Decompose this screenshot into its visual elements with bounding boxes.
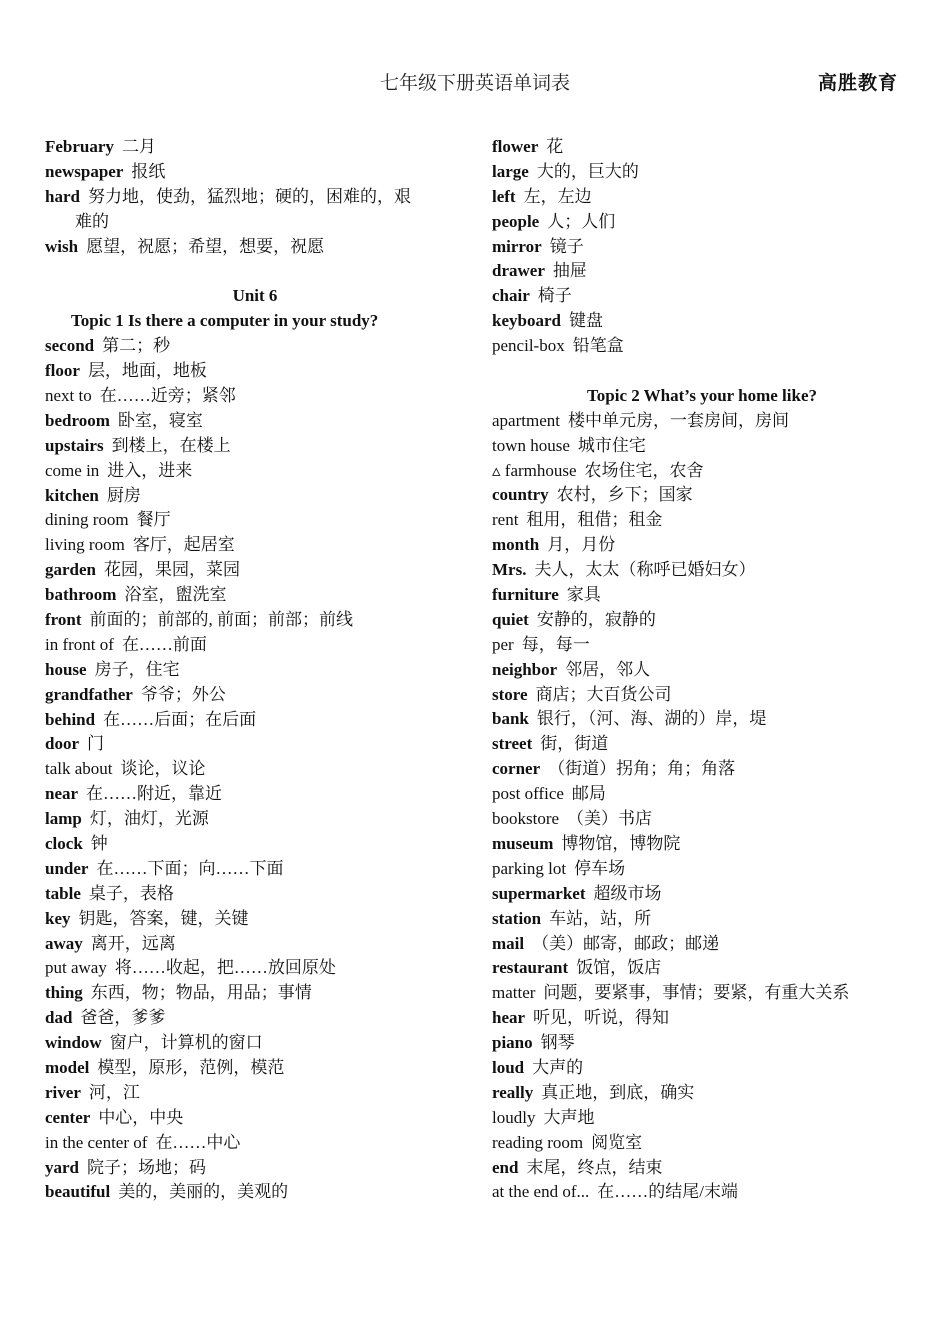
entry-word: month <box>492 535 540 555</box>
entry-meaning: 钥匙，答案，键，关键 <box>78 908 249 928</box>
vocab-entry <box>492 160 912 185</box>
vocab-entry <box>492 1180 912 1205</box>
entry-word: front <box>45 609 82 629</box>
entry-meaning: 月，月份 <box>547 535 616 555</box>
vocab-entry <box>45 1081 465 1106</box>
vocab-entry <box>45 533 465 558</box>
entry-word: floor <box>45 361 80 381</box>
vocab-entry <box>45 832 465 857</box>
vocab-entry <box>492 732 912 757</box>
entry-word: supermarket <box>492 883 586 903</box>
entry-meaning: 花园，果园，菜园 <box>104 560 240 580</box>
entry-word: wish <box>45 236 79 256</box>
entry-word: left <box>492 186 516 206</box>
entry-meaning: 钟 <box>90 833 108 853</box>
vocab-entry <box>492 583 912 608</box>
vocab-entry <box>45 508 465 533</box>
entry-word: behind <box>45 709 96 729</box>
vocab-entry <box>492 608 912 633</box>
entry-word: second <box>45 336 95 356</box>
entry-word: really <box>492 1082 534 1102</box>
vocab-list <box>492 135 912 359</box>
entry-word: upstairs <box>45 435 104 455</box>
vocab-entry <box>45 160 465 185</box>
entry-meaning: 在……前面 <box>121 634 207 654</box>
entry-meaning: 农村，乡下；国家 <box>556 485 693 505</box>
vocab-entry <box>492 1131 912 1156</box>
entry-word: at the end of... <box>492 1182 590 1202</box>
vocab-entry <box>45 1031 465 1056</box>
entry-meaning: 城市住宅 <box>577 435 646 455</box>
vocab-entry <box>492 1031 912 1056</box>
entry-word: model <box>45 1057 90 1077</box>
entry-meaning: 大的，巨大的 <box>536 161 639 181</box>
entry-word: apartment <box>492 410 560 430</box>
entry-word: beautiful <box>45 1182 111 1202</box>
entry-word: bookstore <box>492 809 560 829</box>
entry-word: bedroom <box>45 410 110 430</box>
entry-word: corner <box>492 759 541 779</box>
vocab-entry <box>492 533 912 558</box>
vocab-entry <box>492 633 912 658</box>
unit-heading: Unit 6 <box>232 286 278 306</box>
vocab-entry-hard <box>45 185 465 235</box>
vocab-entry <box>492 459 912 484</box>
entry-meaning: 大声的 <box>532 1057 584 1077</box>
vocab-entry <box>492 981 912 1006</box>
entry-meaning: 铅笔盒 <box>572 336 624 356</box>
vocab-entry <box>45 434 465 459</box>
entry-meaning: 卧室，寝室 <box>117 410 203 430</box>
entry-word: furniture <box>492 585 559 605</box>
vocab-entry <box>45 757 465 782</box>
vocab-entry <box>45 956 465 981</box>
vocab-entry <box>45 1056 465 1081</box>
vocab-entry <box>492 558 912 583</box>
vocab-entry <box>45 484 465 509</box>
vocab-entry <box>492 757 912 782</box>
entry-meaning: 在……下面；向……下面 <box>96 858 284 878</box>
entry-meaning: 安静的，寂静的 <box>536 609 656 629</box>
vocab-entry <box>492 807 912 832</box>
entry-word: center <box>45 1107 91 1127</box>
entry-word: loud <box>492 1057 525 1077</box>
entry-word: large <box>492 161 529 181</box>
entry-meaning: 谈论，议论 <box>120 759 206 779</box>
entry-word: rent <box>492 510 519 530</box>
entry-word: mail <box>492 933 525 953</box>
entry-word: reading room <box>492 1132 584 1152</box>
vocab-entry <box>492 956 912 981</box>
entry-word: lamp <box>45 809 82 829</box>
entry-word: February <box>45 137 114 156</box>
spacer <box>45 259 465 284</box>
vocab-entry <box>492 683 912 708</box>
entry-word: come in <box>45 460 100 480</box>
entry-meaning: 模型，原形，范例，模范 <box>97 1057 285 1077</box>
entry-meaning: 银行，（河、海、湖的）岸，堤 <box>536 709 767 729</box>
entry-word: window <box>45 1033 102 1053</box>
entry-meaning: （街道）拐角；角；角落 <box>548 759 736 779</box>
entry-meaning: 夫人，太太（称呼已婚妇女） <box>534 560 756 580</box>
entry-word: thing <box>45 983 83 1003</box>
entry-word: town house <box>492 435 570 455</box>
entry-word: ▵ farmhouse <box>492 460 577 480</box>
vocab-entry <box>492 259 912 284</box>
vocab-entry <box>492 857 912 882</box>
vocab-entry <box>45 558 465 583</box>
vocab-entry <box>492 1056 912 1081</box>
entry-word: hear <box>492 1008 526 1028</box>
vocab-entry <box>45 1156 465 1181</box>
entry-word: door <box>45 734 79 754</box>
entry-word: clock <box>45 833 83 853</box>
entry-word: neighbor <box>492 659 558 679</box>
vocab-entry <box>45 981 465 1006</box>
entry-word: talk about <box>45 759 113 779</box>
entry-meaning: 中心，中央 <box>98 1107 184 1127</box>
entry-meaning: 努力地，使劲，猛烈地；硬的，困难的，艰 <box>87 186 411 206</box>
entry-word: loudly <box>492 1107 536 1127</box>
entry-meaning: 河，江 <box>88 1082 140 1102</box>
entry-meaning: 商店；大百货公司 <box>535 684 672 704</box>
vocab-entry <box>492 1081 912 1106</box>
entry-meaning: 听见，听说，得知 <box>533 1008 670 1028</box>
entry-word: flower <box>492 137 539 156</box>
topic-heading: Topic 1 Is there a computer in your study? <box>71 311 379 331</box>
entry-word: per <box>492 634 514 654</box>
vocab-entry <box>492 135 912 160</box>
vocab-entry <box>45 907 465 932</box>
entry-meaning: 美的，美丽的，美观的 <box>118 1182 289 1202</box>
vocab-entry <box>492 483 912 508</box>
entry-word: street <box>492 734 533 754</box>
vocab-entry <box>492 932 912 957</box>
vocab-entry <box>45 583 465 608</box>
vocab-entry <box>45 1131 465 1156</box>
entry-word: matter <box>492 983 536 1003</box>
entry-word: yard <box>45 1157 79 1177</box>
entry-meaning: 农场住宅，农舍 <box>584 460 704 480</box>
entry-meaning: 超级市场 <box>593 883 662 903</box>
entry-meaning: 到楼上，在楼上 <box>111 435 231 455</box>
vocab-entry <box>45 683 465 708</box>
entry-word: pencil-box <box>492 336 565 356</box>
entry-meaning: 门 <box>87 734 104 754</box>
entry-meaning: 在……的结尾/末端 <box>597 1182 738 1202</box>
vocab-entry <box>45 932 465 957</box>
vocab-entry <box>45 857 465 882</box>
left-column <box>45 135 465 1205</box>
spacer <box>492 359 912 384</box>
entry-meaning: （美）邮寄，邮政；邮递 <box>532 933 720 953</box>
entry-meaning: 花 <box>546 137 564 156</box>
entry-word: under <box>45 858 89 878</box>
entry-word: restaurant <box>492 958 569 978</box>
vocab-entry <box>492 210 912 235</box>
entry-word: kitchen <box>45 485 99 505</box>
entry-meaning: 在……后面；在后面 <box>103 709 257 729</box>
entry-word: end <box>492 1157 519 1177</box>
entry-word: piano <box>492 1033 533 1053</box>
entry-word: bank <box>492 709 529 729</box>
entry-word: museum <box>492 833 554 853</box>
vocab-entry <box>45 1006 465 1031</box>
brand-logo: 高胜教育 <box>817 72 898 94</box>
entry-meaning: 报纸 <box>131 161 166 181</box>
entry-meaning: 灯，油灯，光源 <box>89 809 209 829</box>
entry-meaning: 进入，进来 <box>107 460 193 480</box>
entry-meaning: 阅览室 <box>591 1132 643 1152</box>
entry-meaning: 椅子 <box>537 286 572 306</box>
entry-word: house <box>45 659 87 679</box>
vocab-entry <box>45 708 465 733</box>
intro-list <box>45 135 465 185</box>
entry-meaning: 将……收起，把……放回原处 <box>114 958 336 978</box>
entry-meaning: 大声地 <box>543 1107 595 1127</box>
vocab-entry <box>45 359 465 384</box>
entry-word: post office <box>492 784 564 804</box>
vocab-entry <box>492 235 912 260</box>
vocab-entry <box>45 658 465 683</box>
vocab-list <box>492 409 912 1206</box>
vocab-entry <box>492 882 912 907</box>
entry-word: grandfather <box>45 684 133 704</box>
entry-meaning: 左，左边 <box>523 186 592 206</box>
vocab-entry <box>492 907 912 932</box>
entry-meaning: 家具 <box>566 585 601 605</box>
entry-meaning: 浴室，盥洗室 <box>124 585 227 605</box>
entry-word: put away <box>45 958 107 978</box>
entry-word: chair <box>492 286 530 306</box>
vocab-entry <box>492 508 912 533</box>
entry-word: in front of <box>45 634 114 654</box>
vocab-entry <box>492 1106 912 1131</box>
entry-meaning: 愿望，祝愿；希望，想要，祝愿 <box>86 236 325 256</box>
vocab-entry <box>492 409 912 434</box>
entry-word: dad <box>45 1008 73 1028</box>
entry-meaning: 人；人们 <box>547 211 616 231</box>
entry-meaning: 租用，租借；租金 <box>526 510 663 530</box>
entry-meaning: 镜子 <box>549 236 584 256</box>
entry-meaning: 博物馆，博物院 <box>561 833 681 853</box>
entry-meaning: 客厅，起居室 <box>132 535 235 555</box>
entry-meaning: 爷爷；外公 <box>140 684 226 704</box>
entry-word: station <box>492 908 542 928</box>
entry-word: parking lot <box>492 858 567 878</box>
entry-word: newspaper <box>45 161 124 181</box>
vocab-entry <box>45 1180 465 1205</box>
vocab-entry <box>492 334 912 359</box>
vocab-entry <box>492 185 912 210</box>
entry-meaning: 在……中心 <box>155 1132 241 1152</box>
vocab-entry <box>492 284 912 309</box>
entry-word: in the center of <box>45 1132 148 1152</box>
topic-heading: Topic 2 What’s your home like? <box>586 385 817 405</box>
entry-meaning: 钢琴 <box>540 1033 575 1053</box>
entry-meaning: 桌子，表格 <box>88 883 174 903</box>
vocab-entry-wish <box>45 235 465 260</box>
vocab-entry <box>45 409 465 434</box>
entry-word: key <box>45 908 71 928</box>
entry-meaning: 前面的；前部的, 前面；前部；前线 <box>89 609 354 629</box>
entry-word: next to <box>45 385 92 405</box>
entry-meaning: 院子；场地；码 <box>87 1157 206 1177</box>
vocab-entry <box>45 459 465 484</box>
vocab-entry <box>45 782 465 807</box>
entry-word: living room <box>45 535 125 555</box>
entry-meaning: 真正地，到底，确实 <box>541 1082 695 1102</box>
entry-word: river <box>45 1082 81 1102</box>
entry-meaning: （美）书店 <box>567 809 653 829</box>
page-title: 七年级下册英语单词表 <box>379 73 570 94</box>
vocab-entry <box>492 1006 912 1031</box>
entry-meaning: 在……附近，靠近 <box>86 784 223 804</box>
vocab-entry <box>492 832 912 857</box>
vocab-entry <box>45 633 465 658</box>
entry-word: store <box>492 684 528 704</box>
entry-word: dining room <box>45 510 129 530</box>
entry-meaning: 窗户，计算机的窗口 <box>109 1033 263 1053</box>
entry-meaning: 离开，远离 <box>90 933 176 953</box>
entry-word: bathroom <box>45 585 117 605</box>
entry-word: hard <box>45 186 80 206</box>
entry-meaning: 爸爸，爹爹 <box>80 1008 166 1028</box>
entry-meaning: 键盘 <box>568 311 603 331</box>
vocab-entry <box>492 434 912 459</box>
entry-meaning: 餐厅 <box>136 510 171 530</box>
vocab-entry <box>45 334 465 359</box>
entry-meaning: 层，地面，地板 <box>87 361 207 381</box>
entry-meaning: 楼中单元房，一套房间，房间 <box>567 410 789 430</box>
entry-meaning: 停车场 <box>574 858 626 878</box>
vocab-entry <box>492 707 912 732</box>
entry-meaning: 抽屉 <box>552 261 587 281</box>
entry-meaning: 饭馆，饭店 <box>576 958 662 978</box>
entry-meaning: 房子，住宅 <box>94 659 180 679</box>
entry-word: drawer <box>492 261 545 281</box>
vocab-entry <box>45 608 465 633</box>
entry-word: Mrs. <box>492 560 527 580</box>
entry-word: away <box>45 933 83 953</box>
entry-meaning: 每，每一 <box>521 634 590 654</box>
entry-word: mirror <box>492 236 542 256</box>
vocab-entry <box>45 882 465 907</box>
entry-meaning: 东西，物；物品，用品；事情 <box>90 983 312 1003</box>
entry-word: garden <box>45 560 96 580</box>
entry-word: quiet <box>492 609 529 629</box>
vocab-entry <box>45 384 465 409</box>
entry-meaning: 邮局 <box>571 784 606 804</box>
right-column <box>492 135 912 1205</box>
entry-meaning: 在……近旁；紧邻 <box>99 385 236 405</box>
vocab-entry <box>45 732 465 757</box>
vocab-entry <box>45 1106 465 1131</box>
vocab-entry <box>492 1156 912 1181</box>
vocab-entry <box>492 309 912 334</box>
entry-word: table <box>45 883 81 903</box>
entry-meaning: 厨房 <box>106 485 141 505</box>
entry-meaning: 第二；秒 <box>102 336 171 356</box>
entry-meaning: 街，街道 <box>540 734 609 754</box>
entry-word: country <box>492 485 549 505</box>
vocab-entry <box>492 658 912 683</box>
vocab-entry <box>492 782 912 807</box>
entry-word: keyboard <box>492 311 561 331</box>
vocab-entry <box>45 135 465 160</box>
entry-meaning: 二月 <box>121 137 156 156</box>
entry-meaning: 邻居，邻人 <box>565 659 651 679</box>
entry-meaning-cont: 难的 <box>75 211 109 231</box>
vocab-entry <box>45 807 465 832</box>
entry-meaning: 末尾，终点，结束 <box>526 1157 663 1177</box>
entry-word: people <box>492 211 540 231</box>
vocab-list <box>45 334 465 1205</box>
entry-meaning: 车站，站，所 <box>549 908 652 928</box>
entry-meaning: 问题，要紧事，事情；要紧，有重大关系 <box>543 983 850 1003</box>
entry-word: near <box>45 784 79 804</box>
